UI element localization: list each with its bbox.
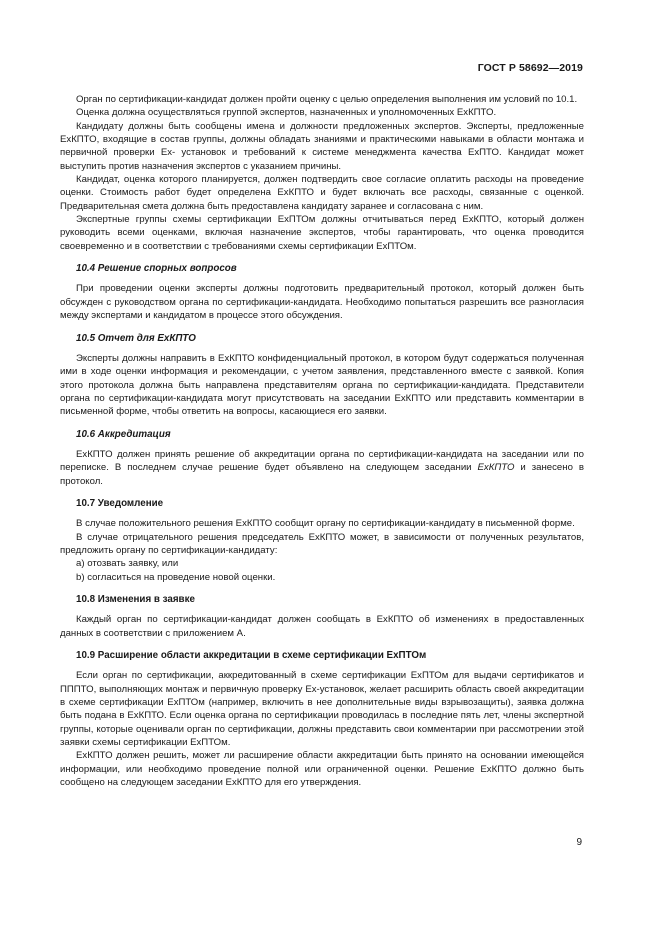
paragraph: Оценка должна осуществляться группой экспертов, назначенных и уполномоченных ExКПТО. <box>76 107 497 119</box>
section-heading-10-8: 10.8 Изменения в заявке <box>76 594 195 605</box>
paragraph: Каждый орган по сертификации-кандидат должен сообщать в ExКПТО об изменениях в предоставленных данных в соответствии с приложением А. <box>60 614 584 639</box>
section-heading-10-7: 10.7 Уведомление <box>76 497 164 509</box>
section-heading-10-9: 10.9 Расширение области аккредитации в схеме сертификации ExПТОм <box>76 650 427 662</box>
paragraph: ExКПТО должен решить, может ли расширение области аккредитации быть принято на основании имеющейся информации, или необходимо проведение полной или ограниченной оценки. Решение ExКПТО должно быть сообщено на следующем заседании ExКПТО для его утверждения. <box>60 750 584 789</box>
document-standard-number: ГОСТ Р 58692—2019 <box>477 62 583 74</box>
paragraph-text-end: и занесено в протокол. <box>60 462 584 487</box>
section-heading-10-5: 10.5 Отчет для ExКПТО <box>76 332 196 344</box>
paragraph: В случае положительного решения ExКПТО сообщит органу по сертификации-кандидату в письменной форме. <box>76 518 575 530</box>
list-item: a) отозвать заявку, или <box>76 558 179 570</box>
section-heading-10-6: 10.6 Аккредитация <box>76 428 171 440</box>
paragraph: В случае отрицательного решения председатель ExКПТО может, в зависимости от полученных результатов, предложить органу по сертификации-кандидату: <box>60 531 584 556</box>
paragraph: Если орган по сертификации, аккредитованный в схеме сертификации ExПТОм для выдачи сертификатов и ПППТО, выполняющих монтаж и первичную проверку Ex-установок, желает расширить область своей аккредитации в схеме сертификации ExПТОм (например, включить в нее дополнительные виды взрывозащиты), заявка должна быть подана в ExКПТО. Если оценка органа по сертификации проводилась в последние пять лет, члены экспертной группы, которые оценивали орган по сертификации, должны представить свои комментарии при рассмотрении этой заявки схемы сертификации ExПТОм. <box>60 670 584 749</box>
paragraph-text: ExКПТО должен принять решение об аккредитации органа по сертификации-кандидата на заседании или по переписке. В последнем случае решение будет объявлено на следующем заседании <box>60 448 584 474</box>
section-heading-10-4: 10.4 Решение спорных вопросов <box>76 263 237 275</box>
document-body <box>60 93 584 789</box>
paragraph: Орган по сертификации-кандидат должен пройти оценку с целью определения выполнения им условий по 10.1. <box>76 94 578 105</box>
paragraph: Экспертные группы схемы сертификации ExПТОм должны отчитываться перед ExКПТО, который должен руководить всеми оценками, включая назначение экспертов, чтобы гарантировать, что оценка проводится своевременно и в соответствии с требованиями схемы сертификации ExПТОм. <box>60 214 584 252</box>
page-number: 9 <box>576 837 582 848</box>
paragraph <box>60 448 584 488</box>
paragraph: Кандидату должны быть сообщены имена и должности предложенных экспертов. Эксперты, предложенные ExКПТО, входящие в состав группы, должны обладать знаниями и практическими навыками в области монтажа и первичной проверки Ex- установок и требований к системе менеджмента качества ExПТО. Кандидат может выступить против назначения экспертов с указанием причины. <box>60 120 584 172</box>
committee-name: ExКПТО <box>477 462 515 474</box>
paragraph: Кандидат, оценка которого планируется, должен подтвердить свое согласие оплатить расходы на проведение оценки. Стоимость работ будет определена ExКПТО и будет включать все расходы, связанные с оценкой. Предварительная смета должна быть предоставлена кандидату заранее и согласована с ним. <box>60 174 584 212</box>
paragraph: Эксперты должны направить в ExКПТО конфиденциальный протокол, в котором будут содержаться полученная ими в ходе оценки информация и рекомендации, с учетом заявления, представленного вместе с заявкой. Копия этого протокола должна быть направлена представителям органа по сертификации-кандидата. Представители органа по сертификации-кандидата могут присутствовать на заседании ExКПТО или представить комментарии в письменной форме, чтобы ответить на вопросы, касающиеся его заявки. <box>60 352 584 418</box>
list-item: b) согласиться на проведение новой оценки. <box>76 571 276 583</box>
paragraph: При проведении оценки эксперты должны подготовить предварительный протокол, который должен быть обсужден с руководством органа по сертификации-кандидата. Необходимо попытаться разрешить все разногласия между экспертами и кандидатом в процессе этого обсуждения. <box>60 283 584 322</box>
